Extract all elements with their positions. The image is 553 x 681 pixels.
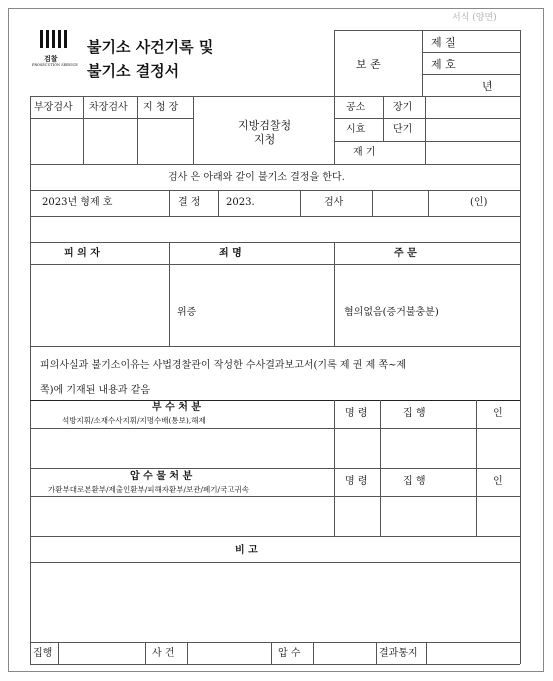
footer-seized: 압 수 (278, 648, 301, 659)
prosecutor-label: 검사 (324, 197, 344, 208)
decision-sentence: 검사 은 아래와 같이 불기소 결정을 한다. (168, 172, 345, 183)
statute-label-2: 시효 (346, 124, 366, 135)
decision-label: 결 정 (178, 197, 201, 208)
logo-sub: PROSECUTION SERVICE (32, 63, 78, 67)
ancillary-seal: 인 (493, 408, 503, 419)
seized-order: 명 령 (345, 476, 368, 487)
seized-exec: 집 행 (403, 476, 426, 487)
col-crime: 죄 명 (219, 248, 242, 259)
term-short-label: 단기 (393, 124, 413, 135)
prosecution-logo-icon (38, 30, 68, 54)
seized-seal: 인 (493, 476, 503, 487)
reason-line2: 쪽)에 기재된 내용과 같음 (40, 385, 151, 396)
ancillary-exec: 집 행 (403, 408, 426, 419)
ancillary-items: 석방지휘/소재수사지휘/지명수배(통보),해제 (62, 416, 206, 425)
form-code: 서식 (양면) (452, 13, 497, 23)
col-order: 주 문 (394, 248, 417, 259)
footer-case: 사 건 (152, 648, 175, 659)
office-name: 지방검찰청 지청 (238, 119, 292, 146)
preserve-item-1: 제 질 (431, 36, 456, 49)
footer-notice: 결과통지 (379, 648, 418, 659)
decision-year: 2023. (226, 197, 255, 208)
crime-value: 위증 (177, 307, 197, 318)
title-line2: 불기소 결정서 (87, 62, 180, 80)
case-number: 2023년 형제 호 (42, 197, 113, 208)
title-line1: 불기소 사건기록 및 (87, 38, 214, 56)
seized-items: 가환부대로본환부/제출인환부/피해자환부/보관/폐기/국고귀속 (48, 485, 250, 494)
seal-mark: (인) (470, 197, 488, 208)
ancillary-order: 명 령 (345, 408, 368, 419)
statute-label-1: 공소 (346, 102, 366, 113)
remarks-title: 비 고 (235, 545, 258, 556)
preserve-item-2: 제 호 (431, 58, 456, 71)
seized-title: 압 수 물 처 분 (130, 471, 193, 482)
approval-header-2: 차장검사 (89, 102, 128, 113)
footer-exec: 집행 (33, 648, 53, 659)
preserve-item-3: 년 (482, 80, 493, 93)
preserve-label: 보 존 (356, 58, 381, 71)
logo-text: 검찰 (44, 54, 58, 63)
reopen-label: 재 기 (353, 147, 376, 158)
reason-line1: 피의사실과 불기소이유는 사법경찰관이 작성한 수사결과보고서(기록 제 권 제 쪽~제 (40, 360, 407, 371)
term-long-label: 장기 (393, 102, 413, 113)
approval-header-1: 부장검사 (34, 102, 73, 113)
col-suspect: 피 의 자 (64, 248, 100, 259)
ancillary-title: 부 수 처 분 (152, 402, 202, 413)
approval-header-3: 지 청 장 (143, 102, 179, 113)
order-value: 혐의없음(증거불충분) (344, 307, 439, 318)
